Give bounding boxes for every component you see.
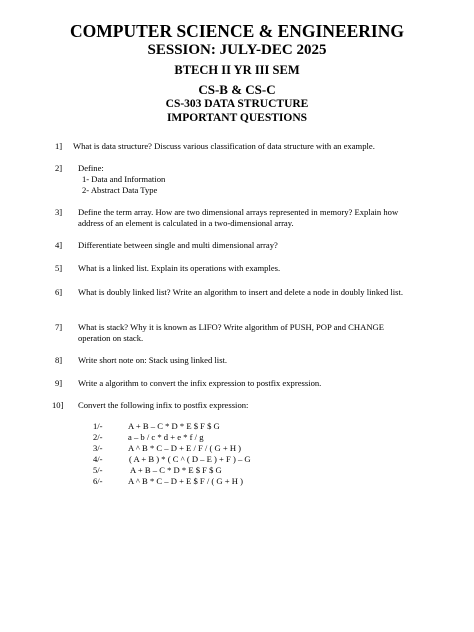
expression-number: 5/- [93,465,103,475]
sections-title: CS-B & CS-C [198,82,276,97]
course-title: CS-303 DATA STRUCTURE [165,98,309,110]
question-number: 1] [55,141,63,151]
department-title: COMPUTER SCIENCE & ENGINEERING [70,21,404,41]
question-text: Define the term array. How are two dimensional arrays represented in memory? Explain how address of an element is calculated in a two-dimensional array. [78,207,399,228]
expression-number: 3/- [93,443,103,453]
expression-text: A ^ B * C – D + E / F / ( G + H ) [128,443,242,453]
question-text: What is stack? Why it is known as LIFO? Write algorithm of PUSH, POP and CHANGE operation on stack. [78,322,384,343]
expression-number: 1/- [93,421,103,431]
expression-number: 4/- [93,454,103,464]
question-number: 5] [55,263,63,273]
class-title: BTECH II YR III SEM [174,63,300,77]
question-text: What is data structure? Discuss various classification of data structure with an example. [73,141,375,151]
question-number: 6] [55,287,63,297]
expression-text: a – b / c * d + e * f / g [128,432,204,442]
expression-number: 2/- [93,432,103,442]
question-number: 8] [55,355,63,365]
question-number: 4] [55,240,63,250]
question-number: 10] [52,400,64,410]
expression-text: ( A + B ) * ( C ^ ( D – E ) + F ) – G [129,454,251,464]
expression-text: A ^ B * C – D + E $ F / ( G + H ) [128,476,243,486]
expression-text: A + B – C * D * E $ F $ G [130,465,222,475]
question-text: Differentiate between single and multi dimensional array? [78,240,278,250]
question-number: 3] [55,207,63,217]
expression-text: A + B – C * D * E $ F $ G [128,421,220,431]
question-text: Write short note on: Stack using linked list. [78,355,228,365]
question-text: Write a algorithm to convert the infix expression to postfix expression. [78,378,322,388]
question-text: What is a linked list. Explain its operations with examples. [78,263,281,273]
question-text: Define: [78,163,104,173]
question-number: 9] [55,378,63,388]
sub-item: 1- Data and Information [82,174,166,184]
question-number: 7] [55,322,63,332]
question-text: What is doubly linked list? Write an algorithm to insert and delete a node in doubly linked list. [78,287,404,297]
session-title: SESSION: JULY-DEC 2025 [147,42,327,58]
sub-item: 2- Abstract Data Type [82,185,158,195]
question-text: Convert the following infix to postfix expression: [78,400,249,410]
page-title: IMPORTANT QUESTIONS [166,112,308,124]
question-number: 2] [55,163,63,173]
expression-number: 6/- [93,476,103,486]
